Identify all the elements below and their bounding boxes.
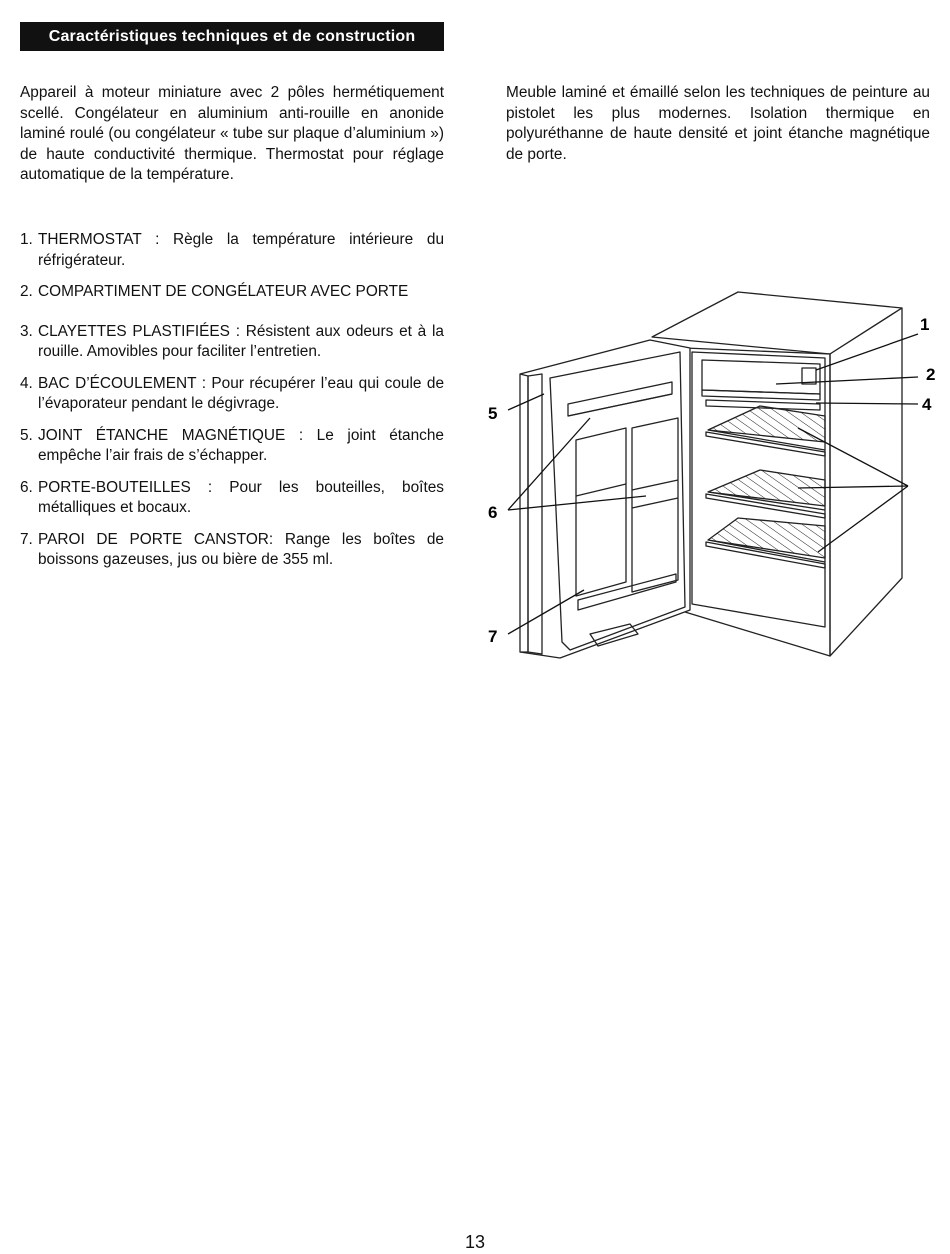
list-item: [20, 230, 444, 271]
item-number: 5.: [20, 426, 33, 444]
list-item: [20, 282, 444, 303]
item-text: PORTE-BOUTEILLES : Pour les bouteilles, boîtes métalliques et bocaux.: [38, 478, 444, 516]
callout-6: 6: [488, 503, 498, 522]
callout-2: 2: [926, 365, 936, 384]
item-text: CLAYETTES PLASTIFIÉES : Résistent aux odeurs et à la rouille. Amovibles pour faciliter l’entretien.: [38, 322, 444, 360]
section-header: [20, 22, 444, 51]
item-number: 3.: [20, 322, 33, 340]
callout-7: 7: [488, 627, 498, 646]
callout-1: 1: [920, 315, 930, 334]
item-number: 1.: [20, 231, 33, 248]
section-title: Caractéristiques techniques et de construction: [48, 27, 416, 45]
callout-5: 5: [488, 404, 498, 423]
list-item: [20, 322, 444, 363]
item-number: 6.: [20, 478, 33, 496]
intro-right-paragraph: Meuble laminé et émaillé selon les techniques de peinture au pistolet les plus modernes. Isolation thermique en polyuréthanne de haute densité et joint étanche magnétique de porte.: [506, 84, 930, 163]
item-text: JOINT ÉTANCHE MAGNÉTIQUE : Le joint étanche empêche l’air frais de s’échapper.: [38, 426, 444, 464]
item-number: 7.: [20, 530, 33, 548]
list-item: [20, 530, 444, 571]
list-item: [20, 478, 444, 519]
list-item: [20, 374, 444, 415]
callout-4: 4: [922, 395, 932, 414]
list-item: [20, 426, 444, 467]
parts-list: [20, 230, 444, 582]
item-text: COMPARTIMENT DE CONGÉLATEUR AVEC PORTE: [38, 283, 409, 300]
item-text: BAC D’ÉCOULEMENT : Pour récupérer l’eau qui coule de l’évaporateur pendant le dégivrage.: [38, 374, 444, 412]
item-number: 2.: [20, 283, 33, 300]
item-text: THERMOSTAT : Règle la température intérieure du réfrigérateur.: [38, 231, 444, 269]
intro-left-paragraph: Appareil à moteur miniature avec 2 pôles hermétiquement scellé. Congélateur en aluminium anti-rouille en anonide laminé roulé (ou congélateur « tube sur plaque d’aluminium ») de haute conductivité thermique. Thermostat pour réglage automatique de la température.: [20, 84, 444, 183]
item-text: PAROI DE PORTE CANSTOR: Range les boîtes de boissons gazeuses, jus ou bière de 355 ml.: [38, 530, 444, 568]
page-number: 13: [464, 1232, 486, 1252]
refrigerator-diagram: [480, 282, 940, 672]
item-number: 4.: [20, 374, 33, 392]
refrigerator-illustration: [480, 282, 940, 672]
